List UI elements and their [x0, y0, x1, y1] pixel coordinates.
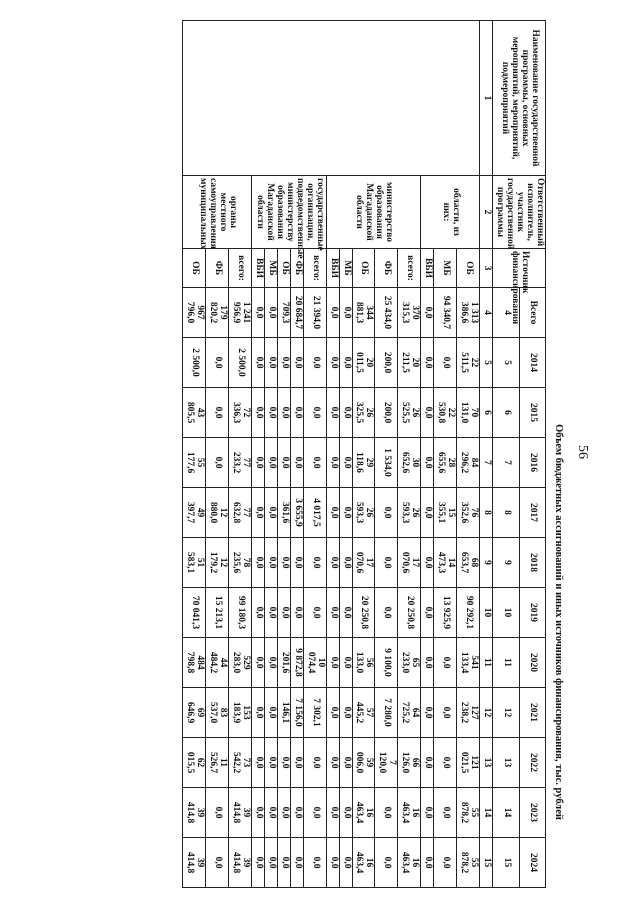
column-number: 5: [493, 338, 519, 388]
header-year: 2017: [519, 488, 545, 538]
value-cell: 0,0: [303, 538, 326, 588]
column-number: 9: [480, 538, 493, 588]
value-cell: 55 177,6: [182, 438, 205, 488]
value-cell: 0,0: [264, 788, 277, 838]
value-cell: 69 646,9: [182, 688, 205, 738]
value-cell: 83 537,0: [205, 688, 228, 738]
value-cell: 0,0: [434, 338, 457, 388]
source-cell: всего:: [398, 249, 421, 288]
value-cell: 9 100,0: [375, 638, 398, 688]
value-cell: 26 325,5: [352, 388, 375, 438]
value-cell: 16 463,4: [352, 838, 375, 888]
value-cell: 15 355,1: [434, 488, 457, 538]
value-cell: 1 241 956,9: [228, 288, 251, 338]
column-number: 9: [493, 538, 519, 588]
source-cell: МБ: [339, 249, 352, 288]
value-cell: 0,0: [421, 638, 434, 688]
value-cell: 200,0: [375, 388, 398, 438]
source-cell: ФБ: [375, 249, 398, 288]
value-cell: 0,0: [290, 588, 303, 638]
value-cell: 0,0: [303, 388, 326, 438]
value-cell: 7 302,1: [303, 688, 326, 738]
column-number: 15: [480, 838, 493, 888]
value-cell: 22 511,5: [457, 338, 480, 388]
value-cell: 0,0: [339, 638, 352, 688]
value-cell: 0,0: [339, 388, 352, 438]
value-cell: 43 805,5: [182, 388, 205, 438]
value-cell: 361,6: [277, 488, 290, 538]
value-cell: 0,0: [264, 338, 277, 388]
column-number: 8: [493, 488, 519, 538]
rotated-page: [50, 12, 590, 892]
value-cell: 16 463,4: [398, 788, 421, 838]
value-cell: 29 118,6: [352, 438, 375, 488]
column-number: 10: [493, 588, 519, 638]
column-number: 6: [480, 388, 493, 438]
source-cell: ФБ: [290, 249, 303, 288]
table-row: [457, 21, 480, 888]
value-cell: 21 394,0: [303, 288, 326, 338]
value-cell: 0,0: [277, 838, 290, 888]
value-cell: 0,0: [264, 388, 277, 438]
responsible-cell: области, из них:: [421, 176, 480, 249]
header-name: Наименование государственной программы, основных мероприятий, мероприятий, подмероприятий: [493, 21, 546, 176]
value-cell: 0,0: [434, 738, 457, 788]
value-cell: 0,0: [375, 488, 398, 538]
column-number: 12: [480, 688, 493, 738]
value-cell: 39 414,8: [228, 788, 251, 838]
value-cell: 0,0: [421, 588, 434, 638]
value-cell: 0,0: [277, 438, 290, 488]
value-cell: 10 074,4: [303, 638, 326, 688]
value-cell: 94 340,7: [434, 288, 457, 338]
value-cell: 4 017,5: [303, 488, 326, 538]
column-number: 11: [493, 638, 519, 688]
column-number: 4: [480, 288, 493, 338]
source-cell: МБ: [264, 249, 277, 288]
value-cell: 0,0: [326, 538, 339, 588]
source-cell: ОБ: [352, 249, 375, 288]
table-body: [182, 21, 479, 888]
value-cell: 0,0: [303, 788, 326, 838]
program-name-cell: [182, 21, 479, 176]
value-cell: 0,0: [326, 588, 339, 638]
header-total: Всего: [519, 288, 545, 338]
value-cell: 0,0: [277, 788, 290, 838]
page-number: 56: [575, 445, 590, 459]
value-cell: 0,0: [290, 788, 303, 838]
column-number: 8: [480, 488, 493, 538]
value-cell: 0,0: [339, 538, 352, 588]
value-cell: 146,1: [277, 688, 290, 738]
source-cell: МБ: [434, 249, 457, 288]
value-cell: 73 542,2: [228, 738, 251, 788]
value-cell: 0,0: [339, 838, 352, 888]
value-cell: 0,0: [375, 788, 398, 838]
value-cell: 0,0: [303, 738, 326, 788]
column-number: 1: [480, 21, 493, 176]
value-cell: 0,0: [326, 338, 339, 388]
value-cell: 20 250,8: [398, 588, 421, 638]
value-cell: 0,0: [421, 438, 434, 488]
value-cell: 529 283,0: [228, 638, 251, 688]
value-cell: 0,0: [264, 588, 277, 638]
table-caption: Объем бюджетных ассигнований и иных источников финансирования, тыс. рублей: [553, 424, 564, 820]
value-cell: 55 878,2: [457, 788, 480, 838]
column-number: 13: [480, 738, 493, 788]
header-year: 2016: [519, 438, 545, 488]
value-cell: 0,0: [434, 788, 457, 838]
value-cell: 967 796,0: [182, 288, 205, 338]
value-cell: 709,3: [277, 288, 290, 338]
value-cell: 20 684,7: [290, 288, 303, 338]
value-cell: 26 525,5: [398, 388, 421, 438]
value-cell: 0,0: [290, 838, 303, 888]
column-number: 2: [480, 176, 493, 249]
value-cell: 7 280,0: [375, 688, 398, 738]
value-cell: 0,0: [251, 288, 264, 338]
value-cell: 1 313 386,6: [457, 288, 480, 338]
header-year: 2018: [519, 538, 545, 588]
column-number: 15: [493, 838, 519, 888]
value-cell: 0,0: [251, 588, 264, 638]
value-cell: 44 484,2: [205, 638, 228, 688]
value-cell: 76 352,6: [457, 488, 480, 538]
header-year: 2014: [519, 338, 545, 388]
value-cell: 7 156,0: [290, 688, 303, 738]
value-cell: 1 534,0: [375, 438, 398, 488]
value-cell: 0,0: [277, 738, 290, 788]
value-cell: 28 655,6: [434, 438, 457, 488]
value-cell: 20 211,5: [398, 338, 421, 388]
value-cell: 0,0: [251, 338, 264, 388]
source-cell: ФБ: [205, 249, 228, 288]
value-cell: 344 881,3: [352, 288, 375, 338]
value-cell: 56 133,0: [352, 638, 375, 688]
value-cell: 9 872,8: [290, 638, 303, 688]
value-cell: 201,6: [277, 638, 290, 688]
value-cell: 0,0: [251, 438, 264, 488]
value-cell: 0,0: [264, 488, 277, 538]
value-cell: 0,0: [339, 688, 352, 738]
table-header: [480, 21, 546, 888]
value-cell: 12 880,0: [205, 488, 228, 538]
value-cell: 0,0: [339, 788, 352, 838]
value-cell: 0,0: [375, 838, 398, 888]
value-cell: 17 070,6: [398, 538, 421, 588]
value-cell: 0,0: [326, 838, 339, 888]
value-cell: 0,0: [434, 688, 457, 738]
value-cell: 0,0: [326, 388, 339, 438]
source-cell: ОБ: [277, 249, 290, 288]
value-cell: 84 296,2: [457, 438, 480, 488]
value-cell: 39 414,8: [228, 838, 251, 888]
source-cell: ОБ: [182, 249, 205, 288]
value-cell: 0,0: [339, 288, 352, 338]
budget-table: [182, 20, 546, 888]
value-cell: 0,0: [326, 688, 339, 738]
value-cell: 17 070,6: [352, 538, 375, 588]
value-cell: 0,0: [277, 338, 290, 388]
column-number: 4: [493, 288, 519, 338]
source-cell: ОБ: [457, 249, 480, 288]
value-cell: 0,0: [434, 838, 457, 888]
value-cell: 70 041,3: [182, 588, 205, 638]
value-cell: 0,0: [251, 488, 264, 538]
column-number: 11: [480, 638, 493, 688]
value-cell: 20 011,5: [352, 338, 375, 388]
value-cell: 0,0: [421, 738, 434, 788]
source-cell: ВБИ: [326, 249, 339, 288]
value-cell: 0,0: [251, 638, 264, 688]
value-cell: 0,0: [326, 438, 339, 488]
value-cell: 0,0: [251, 538, 264, 588]
value-cell: 0,0: [251, 738, 264, 788]
value-cell: 0,0: [421, 338, 434, 388]
value-cell: 0,0: [251, 838, 264, 888]
column-number: 14: [480, 788, 493, 838]
value-cell: 0,0: [205, 838, 228, 888]
value-cell: 51 583,1: [182, 538, 205, 588]
value-cell: 0,0: [264, 288, 277, 338]
header-year: 2019: [519, 588, 545, 638]
header-source: Источник финансирования: [493, 249, 546, 288]
value-cell: 0,0: [303, 338, 326, 388]
value-cell: 90 292,1: [457, 588, 480, 638]
value-cell: 0,0: [326, 788, 339, 838]
value-cell: 55 878,2: [457, 838, 480, 888]
value-cell: 0,0: [434, 638, 457, 688]
value-cell: 16 463,4: [352, 788, 375, 838]
value-cell: 0,0: [303, 438, 326, 488]
column-number: 7: [493, 438, 519, 488]
value-cell: 0,0: [277, 538, 290, 588]
source-cell: ВБИ: [251, 249, 264, 288]
value-cell: 200,0: [375, 338, 398, 388]
value-cell: 0,0: [251, 788, 264, 838]
value-cell: 0,0: [421, 488, 434, 538]
value-cell: 0,0: [264, 638, 277, 688]
value-cell: 0,0: [303, 838, 326, 888]
value-cell: 0,0: [290, 538, 303, 588]
value-cell: 0,0: [277, 588, 290, 638]
value-cell: 3 655,9: [290, 488, 303, 538]
value-cell: 7 120,0: [375, 738, 398, 788]
value-cell: 59 006,0: [352, 738, 375, 788]
value-cell: 0,0: [290, 388, 303, 438]
value-cell: 26 593,3: [352, 488, 375, 538]
value-cell: 153 183,9: [228, 688, 251, 738]
value-cell: 0,0: [421, 538, 434, 588]
value-cell: 0,0: [326, 288, 339, 338]
value-cell: 0,0: [375, 538, 398, 588]
value-cell: 0,0: [290, 738, 303, 788]
value-cell: 0,0: [339, 338, 352, 388]
value-cell: 0,0: [264, 838, 277, 888]
value-cell: 16 463,4: [398, 838, 421, 888]
value-cell: 0,0: [339, 488, 352, 538]
value-cell: 0,0: [264, 688, 277, 738]
value-cell: 0,0: [205, 388, 228, 438]
value-cell: 0,0: [421, 388, 434, 438]
value-cell: 49 397,7: [182, 488, 205, 538]
value-cell: 0,0: [303, 588, 326, 638]
value-cell: 64 725,2: [398, 688, 421, 738]
value-cell: 0,0: [205, 338, 228, 388]
column-number: 12: [493, 688, 519, 738]
header-year: 2022: [519, 738, 545, 788]
value-cell: 179 820,2: [205, 288, 228, 338]
value-cell: 127 238,2: [457, 688, 480, 738]
header-year: 2020: [519, 638, 545, 688]
value-cell: 0,0: [421, 288, 434, 338]
header-year: 2015: [519, 388, 545, 438]
value-cell: 0,0: [326, 738, 339, 788]
value-cell: 72 336,3: [228, 388, 251, 438]
value-cell: 0,0: [205, 788, 228, 838]
value-cell: 0,0: [421, 788, 434, 838]
column-number: 6: [493, 388, 519, 438]
value-cell: 20 250,8: [352, 588, 375, 638]
value-cell: 68 653,7: [457, 538, 480, 588]
value-cell: 0,0: [264, 438, 277, 488]
value-cell: 370 315,3: [398, 288, 421, 338]
value-cell: 62 015,5: [182, 738, 205, 788]
value-cell: 2 500,0: [228, 338, 251, 388]
value-cell: 30 652,6: [398, 438, 421, 488]
value-cell: 13 925,9: [434, 588, 457, 638]
column-number: 13: [493, 738, 519, 788]
column-number: 14: [493, 788, 519, 838]
value-cell: 14 473,3: [434, 538, 457, 588]
value-cell: 541 133,4: [457, 638, 480, 688]
value-cell: 0,0: [251, 688, 264, 738]
value-cell: 2 500,0: [182, 338, 205, 388]
responsible-cell: министерство образования Магаданской области: [326, 176, 421, 249]
column-number-row: [480, 21, 493, 888]
column-number: 3: [480, 249, 493, 288]
value-cell: 70 131,0: [457, 388, 480, 438]
header-year: 2023: [519, 788, 545, 838]
value-cell: 15 213,1: [205, 588, 228, 638]
value-cell: 0,0: [339, 438, 352, 488]
value-cell: 78 235,6: [228, 538, 251, 588]
value-cell: 0,0: [205, 438, 228, 488]
header-row: [519, 21, 545, 888]
value-cell: 11 526,7: [205, 738, 228, 788]
responsible-cell: государственные организации, подведомственные министерству образования Магаданской области: [251, 176, 326, 249]
value-cell: 0,0: [264, 738, 277, 788]
value-cell: 0,0: [421, 688, 434, 738]
value-cell: 0,0: [251, 388, 264, 438]
value-cell: 0,0: [326, 488, 339, 538]
value-cell: 12 179,2: [205, 538, 228, 588]
header-responsible: Ответственный исполнитель, участник государственной программы: [493, 176, 546, 249]
value-cell: 25 434,0: [375, 288, 398, 338]
value-cell: 0,0: [326, 638, 339, 688]
value-cell: 0,0: [339, 588, 352, 638]
value-cell: 484 798,8: [182, 638, 205, 688]
value-cell: 65 233,0: [398, 638, 421, 688]
value-cell: 0,0: [277, 388, 290, 438]
value-cell: 0,0: [290, 338, 303, 388]
value-cell: 0,0: [264, 538, 277, 588]
value-cell: 0,0: [290, 438, 303, 488]
value-cell: 57 445,2: [352, 688, 375, 738]
value-cell: 22 530,8: [434, 388, 457, 438]
value-cell: 0,0: [421, 838, 434, 888]
value-cell: 66 126,0: [398, 738, 421, 788]
value-cell: 39 414,8: [182, 838, 205, 888]
column-number: 7: [480, 438, 493, 488]
header-year: 2021: [519, 688, 545, 738]
source-cell: всего:: [303, 249, 326, 288]
value-cell: 0,0: [339, 738, 352, 788]
column-number: 5: [480, 338, 493, 388]
value-cell: 39 414,8: [182, 788, 205, 838]
responsible-cell: органы местного самоуправления муниципальных: [182, 176, 251, 249]
value-cell: 77 233,2: [228, 438, 251, 488]
header-year: 2024: [519, 838, 545, 888]
source-cell: всего:: [228, 249, 251, 288]
value-cell: 26 593,3: [398, 488, 421, 538]
value-cell: 77 632,8: [228, 488, 251, 538]
value-cell: 99 180,3: [228, 588, 251, 638]
value-cell: 121 021,5: [457, 738, 480, 788]
column-number: 10: [480, 588, 493, 638]
source-cell: ВБИ: [421, 249, 434, 288]
value-cell: 0,0: [375, 588, 398, 638]
